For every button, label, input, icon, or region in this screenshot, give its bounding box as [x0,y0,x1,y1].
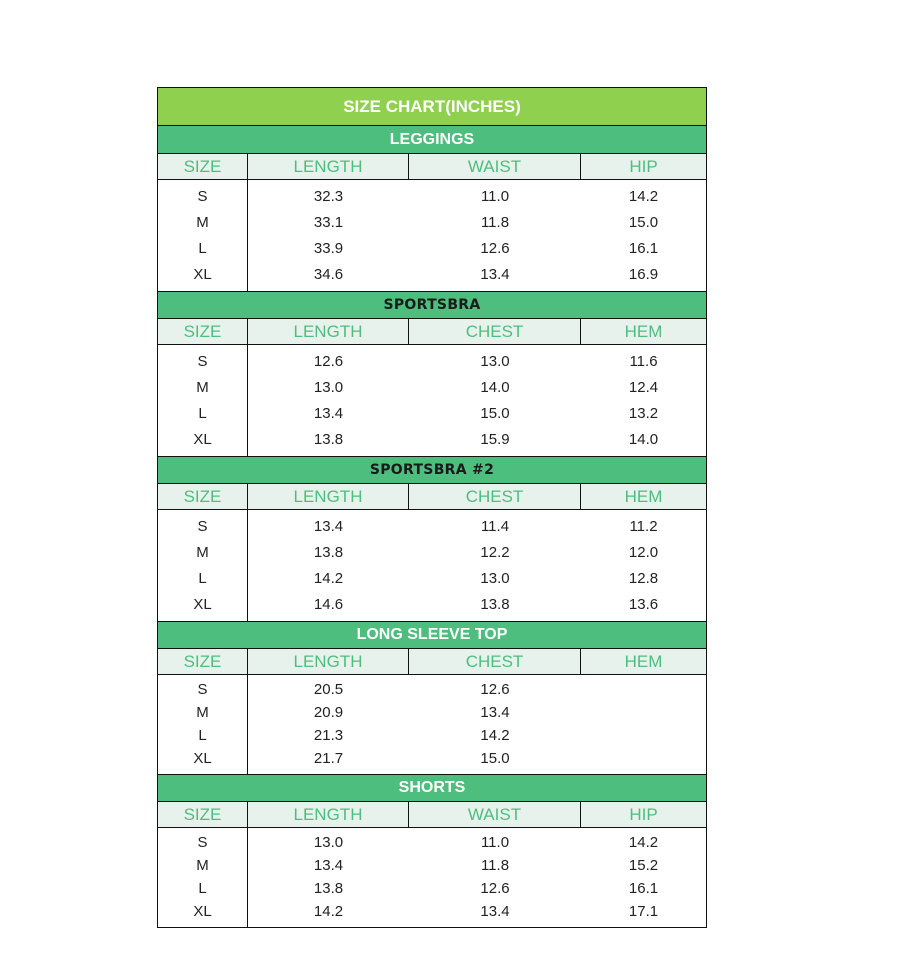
table-row [248,747,706,770]
table-row [248,400,706,426]
measurement-cell: 11.8 [480,857,510,874]
values-column [248,348,706,452]
measurement-cell: 15.0 [480,404,510,422]
measurement-cell: 20.9 [313,704,344,721]
measurement-cell: 17.1 [628,903,659,920]
measurement-cell: 14.6 [313,595,344,613]
section-title: LONG SLEEVE TOP [158,621,706,649]
table-row [248,209,706,235]
measurement-cell: 13.8 [313,430,344,448]
section-leggings [158,126,706,291]
measurement-cell: 13.0 [313,378,344,396]
section-shorts [158,774,706,927]
measurement-cell [581,678,706,701]
size-column [158,510,248,621]
measurement-cell: 12.4 [628,378,659,396]
table-row [248,539,706,565]
measurement-cell: 13.0 [313,834,344,851]
size-chart [157,87,707,928]
table-row [248,678,706,701]
measurement-cell: 15.2 [628,857,659,874]
size-column [158,675,248,774]
header-row [158,649,706,675]
measurement-cell: 14.0 [628,430,659,448]
column-header: WAIST [409,154,581,179]
size-label: XL [193,265,212,283]
table-row [248,724,706,747]
table-row [248,261,706,287]
size-column [158,180,248,291]
measurement-cell: 13.8 [480,595,510,613]
measurement-cell: 33.1 [313,213,344,231]
values-column [248,831,706,923]
measurement-cell [581,747,706,770]
size-label: L [198,880,207,897]
table-row [248,565,706,591]
section-title: SPORTSBRA [158,291,706,319]
table-row [248,591,706,617]
measurement-cell: 12.6 [480,880,510,897]
size-label: L [198,569,207,587]
table-row [248,701,706,724]
size-label: S [197,187,208,205]
size-label: XL [193,750,212,767]
table-row [248,235,706,261]
column-header: LENGTH [248,484,409,509]
measurement-cell: 13.6 [628,595,659,613]
section-sportsbra-2 [158,456,706,621]
table-body [158,345,706,456]
size-label: M [196,213,209,231]
measurement-cell: 14.2 [313,903,344,920]
size-label: XL [193,903,212,920]
values-column [248,678,706,770]
measurement-cell: 20.5 [313,681,344,698]
table-body [158,828,706,927]
size-column [158,345,248,456]
measurement-cell: 12.6 [480,681,510,698]
column-header: LENGTH [248,649,409,674]
header-row [158,484,706,510]
section-title: SPORTSBRA #2 [158,456,706,484]
measurement-cell: 21.3 [313,727,344,744]
table-row [248,183,706,209]
measurement-cell: 11.4 [480,517,510,535]
measurement-cell: 34.6 [313,265,344,283]
header-row [158,319,706,345]
table-row [248,854,706,877]
column-header: SIZE [158,154,248,179]
size-label: L [198,239,207,257]
column-header: LENGTH [248,154,409,179]
measurement-cell: 16.1 [628,239,659,257]
measurement-cell: 14.2 [480,727,510,744]
column-header: HIP [629,804,658,824]
measurement-cell: 13.0 [480,569,510,587]
column-header: WAIST [409,802,581,827]
size-label: S [197,681,208,698]
measurement-cell: 13.4 [480,704,510,721]
measurement-cell: 12.0 [628,543,659,561]
column-header: CHEST [409,319,581,344]
size-label: M [196,378,209,396]
column-header: CHEST [409,484,581,509]
table-row [248,513,706,539]
table-row [248,426,706,452]
measurement-cell: 13.2 [628,404,659,422]
size-column [158,828,248,927]
measurement-cell: 11.0 [480,187,510,205]
column-header: LENGTH [248,802,409,827]
chart-title: SIZE CHART(INCHES) [158,88,706,126]
size-label: M [196,704,209,721]
section-long-sleeve-top [158,621,706,774]
measurement-cell: 33.9 [313,239,344,257]
measurement-cell [581,724,706,747]
table-body [158,180,706,291]
column-header: HIP [629,156,658,176]
measurement-cell: 13.8 [313,543,344,561]
measurement-cell: 14.2 [628,187,659,205]
measurement-cell: 16.1 [628,880,659,897]
measurement-cell: 14.2 [628,834,659,851]
column-header: HEM [624,651,663,671]
measurement-cell: 12.8 [628,569,659,587]
measurement-cell: 14.0 [480,378,510,396]
measurement-cell: 11.6 [629,352,658,370]
column-header: SIZE [158,802,248,827]
measurement-cell: 12.2 [480,543,510,561]
measurement-cell: 13.4 [480,903,510,920]
sections [158,126,706,927]
measurement-cell: 16.9 [628,265,659,283]
measurement-cell: 11.8 [480,213,510,231]
measurement-cell: 13.8 [313,880,344,897]
size-label: S [197,352,208,370]
table-row [248,831,706,854]
column-header: SIZE [158,484,248,509]
measurement-cell [581,701,706,724]
header-row [158,802,706,828]
measurement-cell: 15.0 [628,213,659,231]
size-label: S [197,834,208,851]
column-header: SIZE [158,319,248,344]
table-row [248,374,706,400]
table-body [158,675,706,774]
size-label: S [197,517,208,535]
size-label: M [196,857,209,874]
column-header: CHEST [409,649,581,674]
size-label: XL [193,595,212,613]
measurement-cell: 13.4 [313,404,344,422]
values-column [248,183,706,287]
size-label: L [198,727,207,744]
measurement-cell: 14.2 [313,569,344,587]
header-row [158,154,706,180]
measurement-cell: 13.4 [480,265,510,283]
measurement-cell: 13.0 [480,352,510,370]
section-title: LEGGINGS [158,126,706,154]
measurement-cell: 32.3 [313,187,344,205]
table-row [248,877,706,900]
measurement-cell: 11.0 [480,834,510,851]
measurement-cell: 12.6 [480,239,510,257]
measurement-cell: 13.4 [313,857,344,874]
measurement-cell: 12.6 [313,352,344,370]
measurement-cell: 13.4 [313,517,344,535]
size-label: M [196,543,209,561]
size-label: L [198,404,207,422]
measurement-cell: 11.2 [629,517,658,535]
measurement-cell: 15.0 [480,750,510,767]
section-sportsbra [158,291,706,456]
table-body [158,510,706,621]
measurement-cell: 21.7 [313,750,344,767]
section-title: SHORTS [158,774,706,802]
column-header: LENGTH [248,319,409,344]
column-header: SIZE [158,649,248,674]
values-column [248,513,706,617]
table-row [248,900,706,923]
size-label: XL [193,430,212,448]
measurement-cell: 15.9 [480,430,510,448]
table-row [248,348,706,374]
column-header: HEM [624,486,663,506]
column-header: HEM [624,321,663,341]
